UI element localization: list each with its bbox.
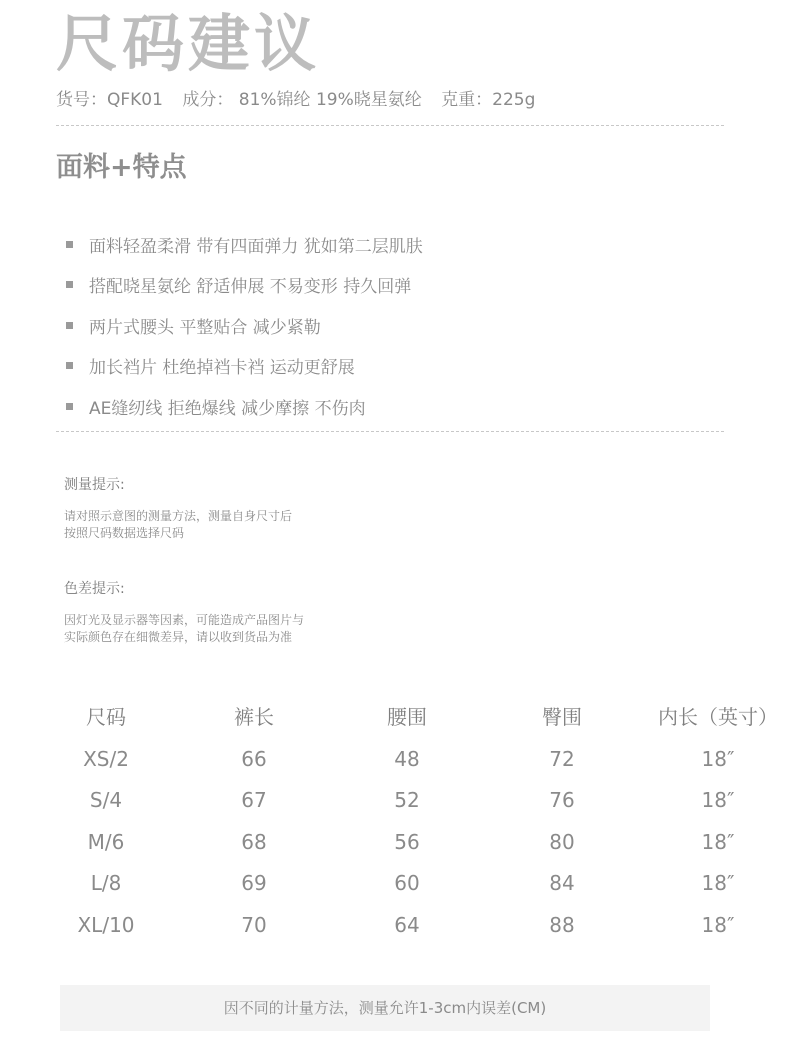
bullet-icon	[66, 241, 73, 248]
feature-item	[66, 305, 423, 346]
cell-inseam: 18″	[701, 746, 735, 771]
cell-inseam: 18″	[701, 788, 735, 812]
cell-waist: 60	[394, 871, 420, 895]
cell-size: S/4	[89, 788, 123, 812]
header-length: 裤长	[234, 705, 274, 729]
color-tip-text	[64, 612, 304, 646]
table-row	[0, 783, 790, 825]
header-inseam: 内长（英寸）	[658, 705, 778, 729]
measure-tip-text	[64, 508, 292, 542]
measure-tip-line: 请对照示意图的测量方法，测量自身尺寸后	[64, 509, 293, 523]
feature-text: AE缝纫线 拒绝爆线 减少摩擦 不伤肉	[89, 398, 366, 419]
cell-hip: 76	[549, 788, 575, 812]
cell-length: 68	[241, 829, 267, 854]
cell-waist: 48	[394, 746, 420, 771]
feature-item	[66, 386, 423, 427]
cell-waist: 64	[394, 912, 420, 937]
header-waist: 腰围	[387, 705, 427, 729]
color-tip-heading: 色差提示:	[64, 581, 125, 597]
cell-inseam: 18″	[701, 829, 735, 854]
feature-text: 两片式腰头 平整贴合 减少紧勒	[89, 317, 321, 338]
measure-tip-line: 按照尺码数据选择尺码	[64, 526, 185, 540]
feature-item	[66, 265, 423, 306]
color-tip-line: 实际颜色存在细微差异，请以收到货品为准	[64, 630, 293, 644]
feature-item	[66, 224, 423, 265]
bullet-icon	[66, 362, 73, 369]
cell-inseam: 18″	[701, 871, 735, 895]
cell-size: M/6	[87, 829, 125, 854]
cell-waist: 56	[394, 829, 420, 854]
bullet-icon	[66, 403, 73, 410]
page-title: 尺码建议	[56, 7, 321, 80]
divider-middle	[56, 431, 724, 432]
header-size: 尺码	[86, 705, 126, 729]
table-row	[0, 908, 790, 950]
cell-size: XS/2	[83, 746, 129, 771]
section-title: 面料+特点	[56, 152, 187, 183]
cell-length: 67	[241, 788, 267, 812]
bullet-icon	[66, 281, 73, 288]
table-row	[0, 742, 790, 784]
cell-length: 69	[241, 871, 267, 895]
table-row	[0, 825, 790, 867]
cell-inseam: 18″	[701, 912, 735, 937]
fabric-weight: 克重：225g	[441, 90, 536, 110]
divider-top	[56, 125, 724, 126]
feature-text: 搭配晓星氨纶 舒适伸展 不易变形 持久回弹	[89, 277, 412, 298]
header-hip: 臀围	[542, 705, 582, 729]
feature-text: 面料轻盈柔滑 带有四面弹力 犹如第二层肌肤	[89, 236, 423, 257]
cell-size: XL/10	[77, 912, 135, 937]
color-tip-line: 因灯光及显示器等因素，可能造成产品图片与	[64, 613, 305, 627]
cell-hip: 88	[549, 912, 575, 937]
cell-length: 66	[241, 746, 267, 771]
cell-hip: 84	[549, 871, 575, 895]
cell-size: L/8	[90, 871, 122, 895]
composition: 成分： 81%锦纶 19%晓星氨纶	[182, 90, 422, 110]
bullet-icon	[66, 322, 73, 329]
feature-list	[66, 224, 423, 427]
item-number: 货号：QFK01	[56, 90, 163, 110]
feature-text: 加长裆片 杜绝掉裆卡裆 运动更舒展	[89, 358, 355, 379]
measurement-footnote: 因不同的计量方法，测量允许1-3cm内误差(CM)	[60, 985, 710, 1031]
measure-tip-heading: 测量提示:	[64, 477, 125, 493]
table-row	[0, 866, 790, 908]
cell-length: 70	[241, 912, 267, 937]
feature-item	[66, 346, 423, 387]
product-specs	[56, 88, 549, 112]
size-table-header	[0, 700, 790, 742]
size-table	[0, 700, 790, 949]
cell-waist: 52	[394, 788, 420, 812]
cell-hip: 80	[549, 829, 575, 854]
cell-hip: 72	[549, 746, 575, 771]
